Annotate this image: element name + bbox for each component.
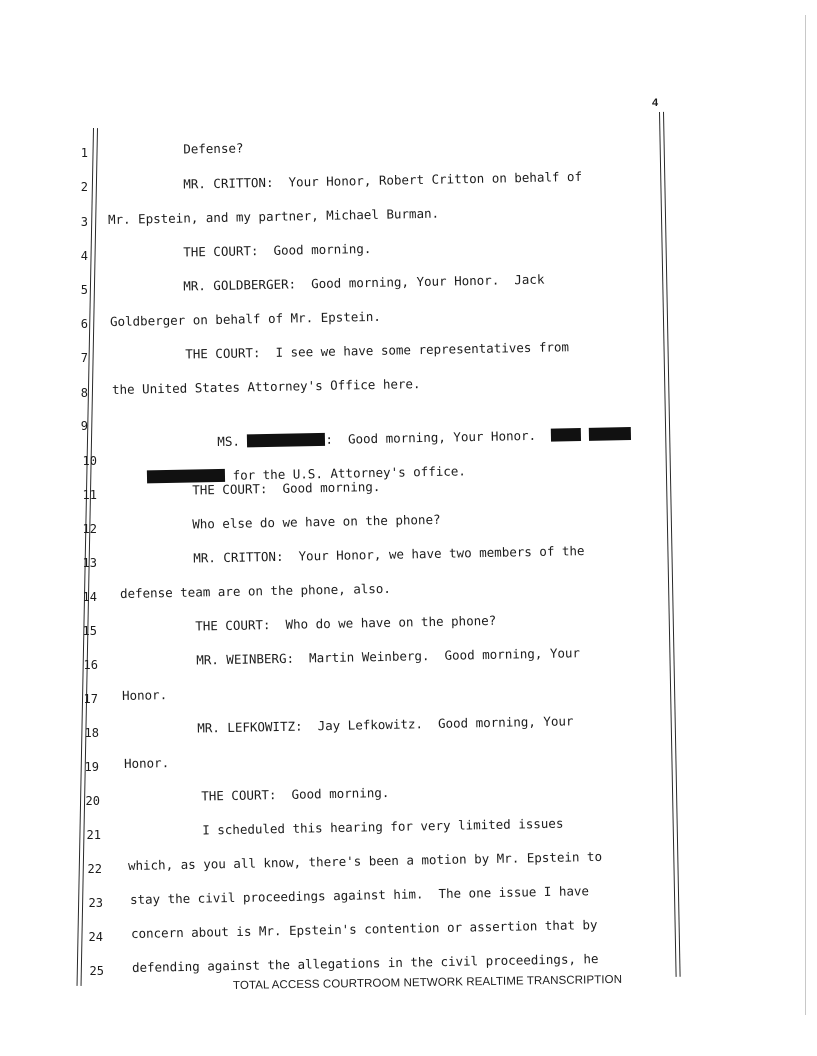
line-number: 15 xyxy=(82,624,97,638)
line-number: 16 xyxy=(83,658,98,672)
transcript-line: MR. CRITTON: Your Honor, Robert Critton on behalf of xyxy=(107,168,583,193)
transcript-line: which, as you all know, there's been a motion by Mr. Epstein to xyxy=(127,848,603,873)
transcript-line: Who else do we have on the phone? xyxy=(116,511,441,533)
line-number: 13 xyxy=(82,556,97,570)
redaction-block xyxy=(589,427,631,441)
line-number: 1 xyxy=(80,146,88,160)
line-number: 14 xyxy=(82,590,97,604)
line-number: 8 xyxy=(80,386,88,400)
transcript-line: Honor. xyxy=(121,687,168,703)
transcript-line: Honor. xyxy=(123,755,170,771)
line-number: 7 xyxy=(80,351,88,365)
transcript-line: MR. CRITTON: Your Honor, we have two members of the xyxy=(117,543,585,567)
line-number: 17 xyxy=(83,692,98,706)
transcript-line: stay the civil proceedings against him. The one issue I have xyxy=(129,883,590,907)
transcript-line: Defense? xyxy=(107,140,244,158)
line-number: 12 xyxy=(82,522,97,536)
redaction-block xyxy=(551,428,581,442)
transcript-line: MR. WEINBERG: Martin Weinberg. Good morning, Your xyxy=(120,645,581,669)
line-number: 6 xyxy=(80,317,88,331)
transcript-line: THE COURT: Who do we have on the phone? xyxy=(119,612,497,635)
line-number: 5 xyxy=(80,283,88,297)
speaker-prefix: MS. xyxy=(141,433,248,451)
footer-caption: TOTAL ACCESS COURTROOM NETWORK REALTIME TRANSCRIPTION xyxy=(232,973,623,992)
line-number: 9 xyxy=(80,419,88,433)
transcript-line: concern about is Mr. Epstein's contention or assertion that by xyxy=(130,917,598,941)
transcript-line: Mr. Epstein, and my partner, Michael Burman. xyxy=(107,205,440,227)
line-number: 10 xyxy=(82,454,97,468)
line-number: 18 xyxy=(84,726,99,740)
line-number: 22 xyxy=(87,862,102,876)
transcript-line: THE COURT: I see we have some representatives from xyxy=(109,339,570,363)
speaker-remainder: : Good morning, Your Honor. xyxy=(325,427,552,447)
page-number: 4 xyxy=(652,97,659,109)
transcript-line: THE COURT: Good morning. xyxy=(116,478,381,499)
transcript-line: defending against the allegations in the civil proceedings, he xyxy=(131,951,599,975)
line-number: 3 xyxy=(80,215,88,229)
transcript-line: defense team are on the phone, also. xyxy=(119,580,392,601)
transcript-line: THE COURT: Good morning. xyxy=(107,240,372,261)
transcript-line: the United States Attorney's Office here. xyxy=(111,376,421,397)
line-number: 19 xyxy=(84,760,99,774)
line-number: 21 xyxy=(86,828,101,842)
line-number: 25 xyxy=(89,964,104,978)
line-number: 11 xyxy=(82,488,97,502)
transcript-line: I scheduled this hearing for very limited issues xyxy=(126,815,564,839)
line-number: 20 xyxy=(85,794,100,808)
transcript-line: MR. GOLDBERGER: Good morning, Your Honor. Jack xyxy=(107,271,545,295)
line-number: 2 xyxy=(80,180,88,194)
line-number: 4 xyxy=(80,249,88,263)
line-number: 23 xyxy=(88,896,103,910)
line-remainder: for the U.S. Attorney's office. xyxy=(224,463,467,483)
transcript-line: THE COURT: Good morning. xyxy=(125,784,390,805)
transcript-line: Goldberger on behalf of Mr. Epstein. xyxy=(109,308,382,329)
line-number: 24 xyxy=(88,930,103,944)
transcript-line: MR. LEFKOWITZ: Jay Lefkowitz. Good morning, Your xyxy=(121,713,574,737)
